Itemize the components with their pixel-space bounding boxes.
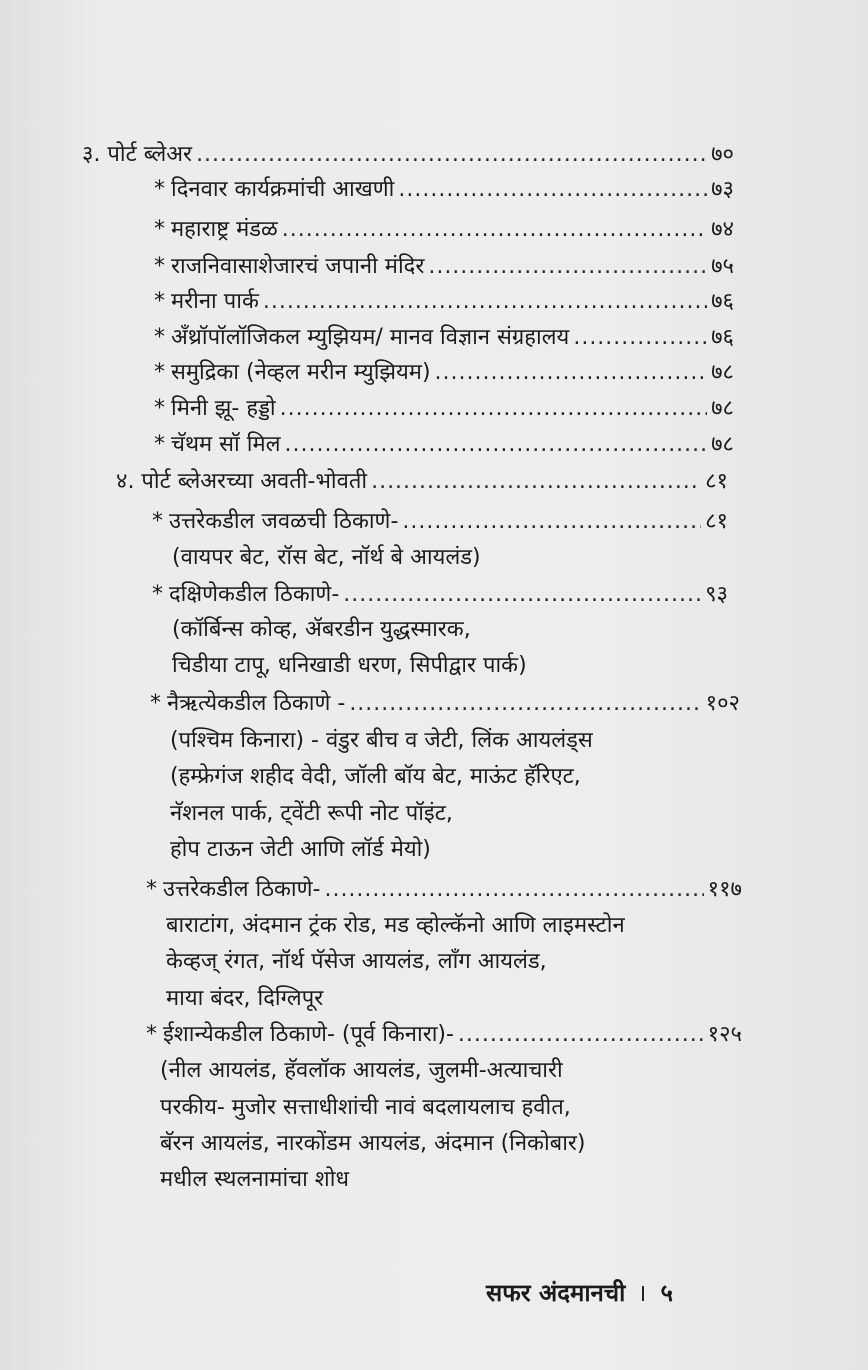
entry-description: (नील आयलंड, हॅवलॉक आयलंड, जुलमी-अत्याचारी (160, 1058, 563, 1083)
toc-entry-japanese-temple[interactable] (154, 252, 734, 282)
entry-description: बाराटांग, अंदमान ट्रंक रोड, मड व्होल्कॅनो आणि लाइमस्टोन (166, 913, 625, 938)
entry-label: उत्तरेकडील जवळची ठिकाणे- (169, 509, 399, 534)
entry-label: नैऋत्येकडील ठिकाणे - (167, 691, 346, 716)
toc-entry-north-nearby[interactable] (152, 507, 728, 537)
leader-dots (324, 875, 703, 905)
entry-description: (पश्चिम किनारा) - वंडुर बीच व जेटी, लिंक आयलंड्स (170, 728, 593, 753)
book-title: सफर अंदमानची (486, 1279, 626, 1307)
toc-entry-north[interactable] (146, 875, 742, 905)
toc-entry-chapter-3[interactable] (82, 140, 734, 170)
entry-label: महाराष्ट्र मंडळ (171, 217, 278, 242)
toc-entry-anthropological-museum[interactable] (154, 323, 734, 353)
page-ref: ७४ (711, 217, 734, 242)
leader-dots (343, 580, 701, 610)
entry-label: समुद्रिका (नेव्हल मरीन म्युझियम) (171, 360, 431, 385)
toc-entry-mini-zoo[interactable] (154, 394, 734, 424)
leader-dots (435, 358, 708, 388)
toc-entry-northeast[interactable] (146, 1020, 742, 1050)
chapter-title: ४. पोर्ट ब्लेअरच्या अवती-भोवती (116, 469, 368, 494)
page-ref: ८१ (705, 469, 728, 494)
page-ref: ९३ (705, 582, 728, 607)
asterisk-bullet: * (154, 217, 165, 242)
leader-dots (428, 252, 707, 282)
page-ref: ७८ (711, 432, 734, 457)
entry-label: मरीना पार्क (171, 289, 259, 314)
page-ref: ७८ (711, 360, 734, 385)
entry-description: परकीय- मुजोर सत्ताधीशांची नावं बदलायलाच हवीत, (160, 1095, 571, 1120)
entry-label: मिनी झू- हड्डो (171, 396, 276, 421)
entry-label: अँथ्रॉपॉलॉजिकल म्युझियम/ मानव विज्ञान संग्रहालय (171, 325, 570, 350)
entry-label: दिनवार कार्यक्रमांची आखणी (171, 177, 395, 202)
page-number: ५ (660, 1279, 673, 1307)
leader-dots (402, 507, 701, 537)
page-ref: ७६ (711, 289, 734, 314)
entry-label: दक्षिणेकडील ठिकाणे- (169, 582, 340, 607)
toc-entry-daily-schedule[interactable] (154, 175, 734, 205)
asterisk-bullet: * (154, 432, 165, 457)
entry-description: नॅशनल पार्क, ट्वेंटी रूपी नोट पॉइंट, (170, 801, 453, 826)
entry-description: (कॉर्बिन्स कोव्ह, ॲबरडीन युद्धस्मारक, (172, 617, 471, 642)
page-ref: १२५ (707, 1022, 742, 1047)
leader-dots (349, 689, 701, 719)
toc-entry-southwest[interactable] (150, 689, 740, 719)
toc-entry-chapter-4[interactable] (116, 467, 728, 497)
asterisk-bullet: * (150, 691, 161, 716)
asterisk-bullet: * (154, 289, 165, 314)
entry-label: ईशान्येकडील ठिकाणे- (पूर्व किनारा)- (163, 1022, 454, 1047)
leader-dots (371, 467, 701, 497)
entry-description: होप टाऊन जेटी आणि लॉर्ड मेयो) (170, 837, 431, 862)
entry-description: बॅरन आयलंड, नारकोंडम आयलंड, अंदमान (निकोबार) (160, 1131, 586, 1156)
leader-dots (285, 430, 708, 460)
entry-label: चॅथम सॉ मिल (171, 432, 281, 457)
toc-entry-samudrika[interactable] (154, 358, 734, 388)
entry-description: (वायपर बेट, रॉस बेट, नॉर्थ बे आयलंड) (172, 545, 481, 570)
toc-entry-chatham-saw-mill[interactable] (154, 430, 734, 460)
entry-description: केव्हज् रंगत, नॉर्थ पॅसेज आयलंड, लाँग आयलंड, (166, 949, 547, 974)
chapter-title: ३. पोर्ट ब्लेअर (82, 142, 193, 167)
page-ref: ११७ (707, 877, 742, 902)
asterisk-bullet: * (152, 509, 163, 534)
page-footer (486, 1276, 673, 1309)
asterisk-bullet: * (146, 877, 157, 902)
toc-entry-marina-park[interactable] (154, 287, 734, 317)
entry-description: माया बंदर, दिग्लिपूर (166, 986, 324, 1011)
page-ref: ७६ (711, 325, 734, 350)
toc-entry-south[interactable] (152, 580, 728, 610)
leader-dots (196, 140, 707, 170)
leader-dots (458, 1020, 704, 1050)
leader-dots (573, 323, 707, 353)
asterisk-bullet: * (146, 1022, 157, 1047)
entry-description: मधील स्थलनामांचा शोध (160, 1167, 349, 1192)
toc-entry-maharashtra-mandal[interactable] (154, 215, 734, 245)
entry-label: राजनिवासाशेजारचं जपानी मंदिर (171, 254, 425, 279)
leader-dots (263, 287, 707, 317)
entry-description: चिडीया टापू, धनिखाडी धरण, सिपीद्वार पार्क) (172, 653, 527, 678)
entry-description: (हम्फ्रेगंज शहीद वेदी, जॉली बॉय बेट, माऊंट हॅरिएट, (170, 764, 581, 789)
asterisk-bullet: * (154, 396, 165, 421)
page-ref: ७५ (711, 254, 734, 279)
page-ref: ७८ (711, 396, 734, 421)
leader-dots (398, 175, 707, 205)
page-ref: ७० (711, 142, 734, 167)
leader-dots (282, 215, 707, 245)
asterisk-bullet: * (154, 254, 165, 279)
page-ref: १०२ (705, 691, 740, 716)
asterisk-bullet: * (154, 360, 165, 385)
page-ref: ८१ (705, 509, 728, 534)
entry-label: उत्तरेकडील ठिकाणे- (163, 877, 321, 902)
footer-separator: । (637, 1279, 647, 1307)
asterisk-bullet: * (154, 325, 165, 350)
leader-dots (280, 394, 707, 424)
asterisk-bullet: * (154, 177, 165, 202)
page-ref: ७३ (711, 177, 734, 202)
asterisk-bullet: * (152, 582, 163, 607)
